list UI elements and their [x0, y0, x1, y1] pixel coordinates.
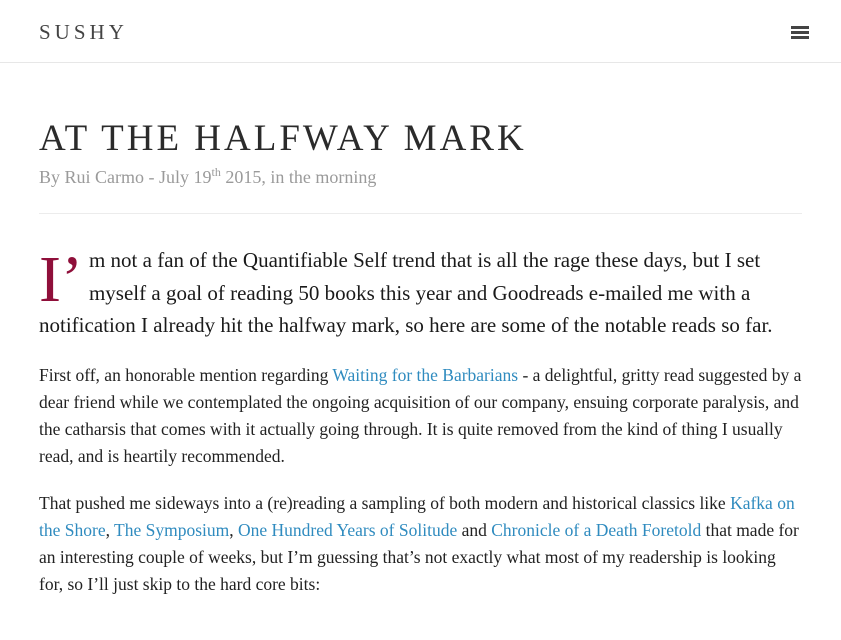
site-brand-link[interactable]: SUSHY	[39, 20, 128, 44]
link-kafka-on-the-shore[interactable]: Kafka on the Shore	[39, 492, 795, 540]
paragraph-text: and	[457, 519, 492, 540]
byline-prefix: By Rui Carmo - July 19	[39, 167, 212, 187]
article-container	[0, 119, 841, 598]
byline-superscript: th	[211, 165, 221, 179]
paragraph-text: ,	[105, 519, 115, 540]
link-one-hundred-years-of-solitude[interactable]: One Hundred Years of Solitude	[238, 519, 458, 540]
paragraph-text: That pushed me sideways into a (re)reading a sampling of both modern and historical classics like	[39, 492, 731, 513]
paragraph-text: First off, an honorable mention regarding	[39, 364, 333, 385]
paragraph-1	[39, 362, 802, 470]
article-title: AT THE HALFWAY MARK	[39, 118, 527, 159]
divider	[39, 213, 802, 214]
link-the-symposium[interactable]: The Symposium	[114, 519, 230, 540]
lead-paragraph	[39, 244, 802, 342]
drop-cap: I’	[39, 243, 83, 316]
lead-text: m not a fan of the Quantifiable Self trend that is all the rage these days, but I set myself a goal of reading 50 books this year and Goodreads e-mailed me with a notification I already hit the halfway mark, so here are some of the notable reads so far.	[39, 248, 773, 337]
hamburger-menu-icon[interactable]	[791, 26, 809, 40]
paragraph-text: that made for an interesting couple of weeks, but I’m guessing that’s not exactly what most of my readership is looking for, so I’ll just skip to the hard core bits:	[39, 519, 799, 594]
paragraph-text: ,	[229, 519, 238, 540]
paragraph-2	[39, 490, 802, 598]
top-bar	[0, 0, 841, 63]
menu-line	[791, 36, 809, 39]
link-waiting-for-the-barbarians[interactable]: Waiting for the Barbarians	[332, 364, 519, 385]
article-byline	[39, 165, 802, 188]
link-chronicle-of-a-death-foretold[interactable]: Chronicle of a Death Foretold	[491, 519, 702, 540]
menu-line	[791, 31, 809, 34]
paragraph-text: - a delightful, gritty read suggested by a dear friend while we contemplated the ongoing acquisition of our company, ensuing corporate paralysis, and the catharsis that comes with it actually going through. It is quite removed from the kind of thing I usually read, and is heartily recommended.	[39, 364, 802, 466]
byline-suffix: 2015, in the morning	[220, 167, 377, 187]
menu-line	[791, 26, 809, 29]
